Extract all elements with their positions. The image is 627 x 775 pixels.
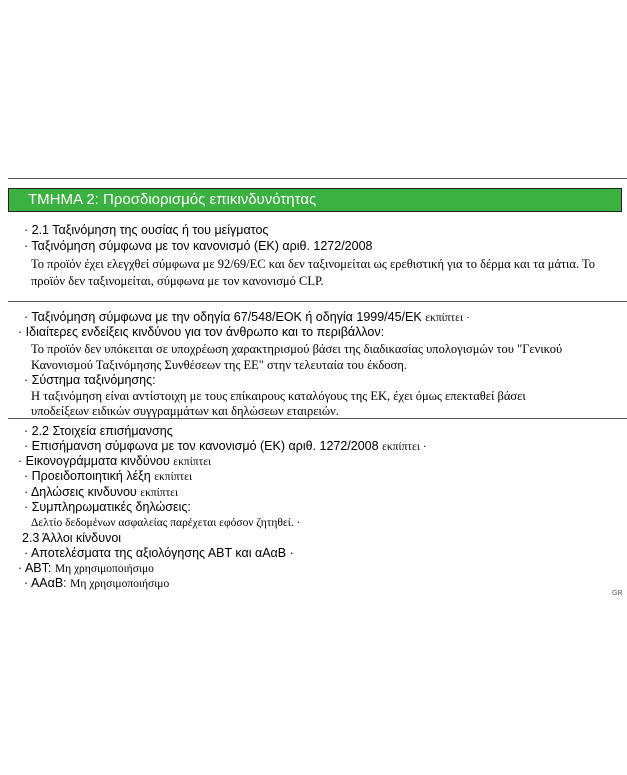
- signal-word-value: εκπίπτει: [154, 471, 193, 483]
- vpvb-value: Μη χρησιμοποιήσιμο: [70, 578, 170, 590]
- hazard-statements-label: · Δηλώσεις κινδυνου: [24, 485, 137, 499]
- heading-2-3: 2.3 Άλλοι κίνδυνοι: [22, 531, 122, 545]
- heading-2-1: · 2.1 Ταξινόμηση της ουσίας ή του μείγματος: [24, 223, 269, 237]
- classification-system-text-1: Η ταξινόμηση είναι αντίστοιχη με τους επίκαιρους καταλόγους της ΕΚ, έχει όμως επεκταθεί βάσει: [31, 389, 526, 403]
- hazard-pictograms-label: · Εικονογράμματα κινδύνου: [18, 454, 170, 468]
- vpvb-label: · ΑΑαΒ:: [24, 576, 67, 590]
- heading-classification-67-548-text: · Ταξινόμηση σύμφωνα με την οδηγία 67/548/ΕΟΚ ή οδηγία 1999/45/ΕΚ: [24, 310, 422, 324]
- hazard-statements-value: εκπίπτει: [140, 487, 179, 499]
- footer-mark: GR: [612, 590, 623, 597]
- heading-classification-system: · Σύστημα ταξινόμησης:: [24, 373, 156, 387]
- classification-text-2: προϊόν δεν ταξινομείται, σύμφωνα με τον κανονισμό CLP.: [31, 274, 324, 288]
- pbt-label: · ΑΒΤ:: [18, 561, 52, 575]
- special-hazards-text-1: Το προϊόν δεν υπόκειται σε υποχρέωση χαρακτηρισμού βάσει της διαδικασίας υπολογισμών του "Γενικού: [31, 342, 563, 356]
- heading-classification-67-548-suffix: εκπίπτει ·: [425, 312, 470, 324]
- classification-system-text-2: υποδείξεων ειδικών συγγραμμάτων και δηλώσεων εταιρειών.: [31, 404, 339, 418]
- special-hazards-text-2: Κανονισμού Ταξινόμησης Συνθέσεων της ΕΕ" στην τελευταία του έκδοση.: [31, 358, 407, 372]
- section-title-banner: ΤΜΗΜΑ 2: Προσδιορισμός επικινδυνότητας: [8, 188, 622, 212]
- hazard-pictograms-value: εκπίπτει: [173, 456, 212, 468]
- divider-1: [8, 301, 627, 302]
- signal-word: [24, 468, 192, 485]
- classification-text-1: Το προϊόν έχει ελεγχθεί σύμφωνα με 92/69/EC και δεν ταξινομείται ως ερεθιστική για το δέρμα και τα μάτια. Το: [31, 257, 596, 271]
- signal-word-label: · Προειδοποιητική λέξη: [24, 469, 151, 483]
- top-rule: [8, 178, 627, 179]
- heading-labelling-1272-text: · Επισήμανση σύμφωνα με τον κανονισμό (ΕΚ) αριθ. 1272/2008: [24, 439, 379, 453]
- heading-labelling-1272-suffix: εκπίπτει ·: [382, 441, 427, 453]
- heading-special-hazards: · Ιδιαίτερες ενδείξεις κινδύνου για τον άνθρωπο και το περιβάλλον:: [18, 325, 385, 339]
- pbt-vpvb-results: · Αποτελέσματα της αξιολόγησης ΑΒΤ και αΑαΒ ·: [24, 546, 294, 560]
- heading-classification-1272: · Ταξινόμηση σύμφωνα με τον κανονισμό (ΕΚ) αριθ. 1272/2008: [24, 239, 373, 253]
- supplementary-statements: · Συμπληρωματικές δηλώσεις:: [24, 500, 191, 514]
- pbt-value: Μη χρησιμοποιήσιμο: [54, 563, 154, 575]
- divider-2: [8, 418, 627, 419]
- supplementary-statements-text: Δελτίο δεδομένων ασφαλείας παρέχεται εφόσον ζητηθεί. ·: [31, 517, 301, 529]
- vpvb: [24, 575, 169, 592]
- heading-2-2: · 2.2 Στοιχεία επισήμανσης: [24, 424, 173, 438]
